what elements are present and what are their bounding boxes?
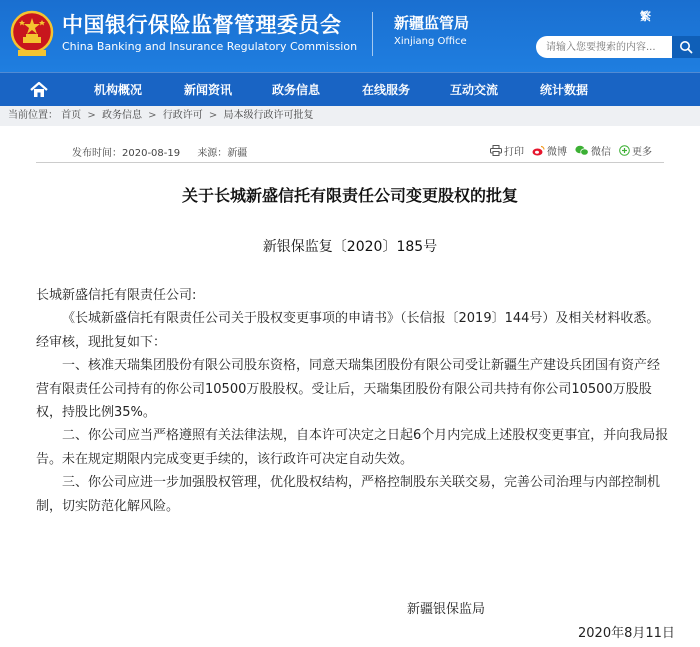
weibo-icon (532, 145, 545, 156)
paragraph-item-2: 二、你公司应当严格遵照有关法律法规，自本许可决定之日起6个月内完成上述股权变更事宜，并向我局报告。未在规定期限内完成变更手续的，该行政许可决定自动失效。 (36, 428, 669, 467)
paragraph-item-1: 一、核准天瑞集团股份有限公司股东资格，同意天瑞集团股份有限公司受让新疆生产建设兵团国有资产经营有限责任公司持有的你公司10500万股股权。受让后，天瑞集团股份有限公司共持有你公司10500万股股权，持股比例35%。 (36, 358, 661, 421)
paragraph-item-3: 三、你公司应进一步加强股权管理，优化股权结构，严格控制股东关联交易，完善公司治理与内部控制机制，切实防范化解风险。 (36, 475, 661, 514)
weibo-share-button[interactable] (532, 143, 567, 158)
article-meta (72, 144, 261, 159)
breadcrumb (0, 106, 700, 126)
more-label: 更多 (632, 147, 652, 158)
breadcrumb-current[interactable]: 局本级行政许可批复 (223, 110, 314, 121)
publish-date: 2020-08-19 (122, 148, 181, 159)
breadcrumb-separator: > (148, 110, 157, 121)
source-label: 来源： (197, 148, 228, 159)
more-share-button[interactable] (619, 143, 652, 158)
meta-divider (36, 162, 664, 163)
language-links (640, 8, 659, 24)
source-info (197, 148, 247, 159)
traditional-chinese-link[interactable]: 繁 (640, 10, 651, 23)
document-number: 新银保监复〔2020〕185号 (262, 239, 438, 255)
main-nav (0, 72, 700, 106)
document-body (36, 284, 672, 518)
printer-icon (490, 145, 502, 156)
breadcrumb-prefix: 当前位置： (8, 110, 58, 121)
wechat-share-button[interactable] (575, 143, 611, 158)
print-label: 打印 (504, 147, 524, 158)
national-emblem-icon (10, 8, 54, 58)
nav-item-online-service[interactable]: 在线服务 (362, 83, 411, 97)
search-input[interactable] (536, 36, 672, 58)
signature-org: 新疆银保监局 (407, 602, 486, 617)
wechat-icon (575, 145, 589, 156)
breadcrumb-separator: > (87, 110, 96, 121)
nav-item-about[interactable]: 机构概况 (94, 83, 143, 97)
header-divider (372, 12, 373, 56)
plus-circle-icon (619, 145, 630, 156)
publish-info (72, 148, 180, 159)
breadcrumb-gov-info[interactable]: 政务信息 (101, 110, 142, 121)
share-bar (490, 143, 660, 158)
weibo-label: 微博 (547, 147, 567, 158)
org-name-en: China Banking and Insurance Regulatory Commission (62, 40, 358, 53)
nav-item-gov-info[interactable]: 政务信息 (272, 83, 321, 97)
breadcrumb-admin-license[interactable]: 行政许可 (162, 110, 203, 121)
print-button[interactable] (490, 143, 524, 158)
search-button[interactable] (672, 36, 700, 58)
signature-date: 2020年8月11日 (578, 626, 675, 641)
breadcrumb-separator: > (208, 110, 218, 121)
nav-item-interaction[interactable]: 互动交流 (450, 83, 499, 97)
wechat-label: 微信 (591, 147, 611, 158)
office-name-cn: 新疆监管局 (394, 14, 470, 32)
document-title: 关于长城新盛信托有限责任公司变更股权的批复 (181, 186, 518, 205)
office-name-en: Xinjiang Office (394, 36, 467, 47)
nav-item-statistics[interactable]: 统计数据 (540, 83, 589, 97)
salutation: 长城新盛信托有限责任公司: (36, 288, 197, 303)
publish-label: 发布时间： (72, 148, 122, 159)
home-icon[interactable] (28, 79, 50, 101)
source-value: 新疆 (227, 148, 248, 159)
nav-item-news[interactable]: 新闻资讯 (184, 83, 233, 97)
paragraph-intro: 《长城新盛信托有限责任公司关于股权变更事项的申请书》（长信报〔2019〕144号）及相关材料收悉。经审核，现批复如下： (36, 311, 660, 350)
org-name-cn: 中国银行保险监督管理委员会 (62, 13, 342, 37)
search-icon (679, 40, 693, 54)
breadcrumb-home[interactable]: 首页 (61, 110, 82, 121)
site-header (0, 0, 700, 72)
